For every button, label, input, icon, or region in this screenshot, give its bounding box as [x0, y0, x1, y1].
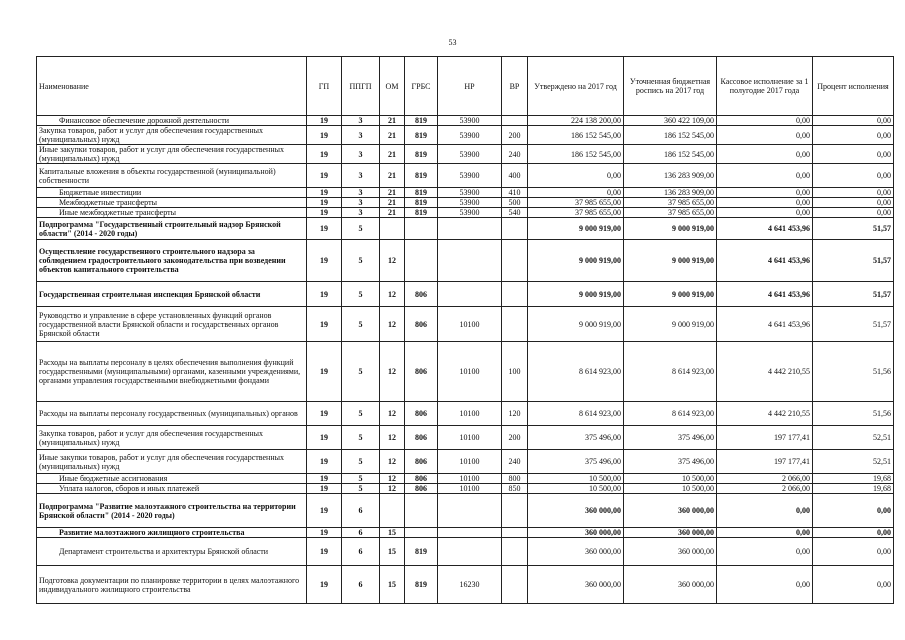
cell-nr: 10100 — [438, 450, 502, 474]
cell-percent: 0,00 — [813, 164, 894, 188]
table-row — [37, 208, 894, 218]
cell-name: Бюджетные инвестиции — [37, 188, 307, 198]
cell-percent: 19,68 — [813, 474, 894, 484]
cell-cash: 4 641 453,96 — [717, 218, 813, 240]
table-row — [37, 240, 894, 282]
cell-approved: 9 000 919,00 — [528, 218, 624, 240]
cell-ppgp: 3 — [342, 145, 380, 164]
cell-gp: 19 — [307, 126, 342, 145]
cell-ppgp: 3 — [342, 188, 380, 198]
cell-percent: 51,57 — [813, 307, 894, 342]
cell-gp: 19 — [307, 426, 342, 450]
column-header-cash: Кассовое исполнение за 1 полугодие 2017 года — [717, 57, 813, 116]
table-row — [37, 342, 894, 402]
cell-nr: 10100 — [438, 402, 502, 426]
cell-ppgp: 5 — [342, 450, 380, 474]
cell-percent: 19,68 — [813, 484, 894, 494]
cell-percent: 0,00 — [813, 494, 894, 528]
cell-nr — [438, 538, 502, 566]
table-row — [37, 494, 894, 528]
table-row — [37, 450, 894, 474]
cell-gp: 19 — [307, 402, 342, 426]
cell-gp: 19 — [307, 307, 342, 342]
cell-vr: 240 — [502, 145, 528, 164]
column-header-vr: ВР — [502, 57, 528, 116]
cell-ppgp: 3 — [342, 116, 380, 126]
cell-cash: 0,00 — [717, 164, 813, 188]
cell-om: 15 — [380, 566, 405, 604]
table-row — [37, 538, 894, 566]
cell-gp: 19 — [307, 474, 342, 484]
cell-ppgp: 6 — [342, 566, 380, 604]
cell-vr: 850 — [502, 484, 528, 494]
cell-refined: 9 000 919,00 — [624, 307, 717, 342]
cell-vr — [502, 282, 528, 307]
cell-om: 12 — [380, 307, 405, 342]
cell-refined: 360 000,00 — [624, 538, 717, 566]
cell-approved: 375 496,00 — [528, 450, 624, 474]
table-row — [37, 484, 894, 494]
cell-approved: 360 000,00 — [528, 528, 624, 538]
cell-refined: 375 496,00 — [624, 426, 717, 450]
cell-percent: 51,57 — [813, 218, 894, 240]
cell-nr — [438, 282, 502, 307]
cell-vr — [502, 528, 528, 538]
page-number: 53 — [448, 38, 457, 47]
cell-ppgp: 5 — [342, 474, 380, 484]
cell-approved: 8 614 923,00 — [528, 342, 624, 402]
cell-approved: 8 614 923,00 — [528, 402, 624, 426]
cell-gp: 19 — [307, 145, 342, 164]
cell-percent: 0,00 — [813, 538, 894, 566]
cell-approved: 9 000 919,00 — [528, 307, 624, 342]
cell-cash: 0,00 — [717, 126, 813, 145]
cell-vr: 240 — [502, 450, 528, 474]
cell-om: 12 — [380, 484, 405, 494]
cell-om: 15 — [380, 528, 405, 538]
cell-name: Закупка товаров, работ и услуг для обеспечения государственных (муниципальных) нужд — [37, 126, 307, 145]
cell-ppgp: 3 — [342, 164, 380, 188]
cell-cash: 0,00 — [717, 198, 813, 208]
cell-grbs: 806 — [405, 426, 438, 450]
cell-approved: 10 500,00 — [528, 484, 624, 494]
cell-percent: 51,56 — [813, 402, 894, 426]
cell-cash: 0,00 — [717, 566, 813, 604]
cell-name: Финансовое обеспечение дорожной деятельности — [37, 116, 307, 126]
cell-grbs: 819 — [405, 116, 438, 126]
cell-gp: 19 — [307, 538, 342, 566]
cell-approved: 0,00 — [528, 164, 624, 188]
cell-om: 12 — [380, 402, 405, 426]
cell-cash: 0,00 — [717, 188, 813, 198]
cell-nr: 53900 — [438, 208, 502, 218]
cell-gp: 19 — [307, 208, 342, 218]
cell-refined: 9 000 919,00 — [624, 218, 717, 240]
cell-refined: 186 152 545,00 — [624, 145, 717, 164]
column-header-name: Наименование — [37, 57, 307, 116]
cell-ppgp: 5 — [342, 426, 380, 450]
cell-nr — [438, 528, 502, 538]
cell-cash: 4 641 453,96 — [717, 282, 813, 307]
cell-name: Руководство и управление в сфере установленных функций органов государственной власти Брянской области и государственных органов Брянской области — [37, 307, 307, 342]
cell-percent: 0,00 — [813, 528, 894, 538]
cell-gp: 19 — [307, 342, 342, 402]
cell-percent: 52,51 — [813, 450, 894, 474]
cell-gp: 19 — [307, 450, 342, 474]
cell-refined: 10 500,00 — [624, 474, 717, 484]
cell-percent: 0,00 — [813, 208, 894, 218]
cell-nr: 53900 — [438, 188, 502, 198]
table-body — [37, 116, 894, 604]
cell-name: Уплата налогов, сборов и иных платежей — [37, 484, 307, 494]
cell-percent: 0,00 — [813, 188, 894, 198]
cell-name: Осуществление государственного строительного надзора за соблюдением градостроительного законодательства при возведении объектов капитального строительства — [37, 240, 307, 282]
table-row — [37, 188, 894, 198]
cell-percent: 51,57 — [813, 240, 894, 282]
cell-ppgp: 6 — [342, 494, 380, 528]
cell-grbs — [405, 218, 438, 240]
cell-om: 12 — [380, 240, 405, 282]
cell-percent: 51,57 — [813, 282, 894, 307]
cell-nr — [438, 218, 502, 240]
cell-gp: 19 — [307, 198, 342, 208]
cell-ppgp: 6 — [342, 538, 380, 566]
cell-nr: 53900 — [438, 126, 502, 145]
cell-refined: 360 000,00 — [624, 566, 717, 604]
cell-refined: 37 985 655,00 — [624, 198, 717, 208]
cell-grbs: 806 — [405, 450, 438, 474]
cell-cash: 4 641 453,96 — [717, 307, 813, 342]
cell-om: 12 — [380, 450, 405, 474]
cell-ppgp: 5 — [342, 402, 380, 426]
cell-percent: 52,51 — [813, 426, 894, 450]
table-row — [37, 402, 894, 426]
cell-vr — [502, 538, 528, 566]
table-row — [37, 528, 894, 538]
column-header-refined: Уточненная бюджетная роспись на 2017 год — [624, 57, 717, 116]
cell-cash: 197 177,41 — [717, 426, 813, 450]
table-row — [37, 282, 894, 307]
table-row — [37, 566, 894, 604]
cell-vr: 200 — [502, 126, 528, 145]
cell-name: Подпрограмма "Государственный строительный надзор Брянской области" (2014 - 2020 годы) — [37, 218, 307, 240]
cell-grbs: 806 — [405, 402, 438, 426]
column-header-gp: ГП — [307, 57, 342, 116]
cell-name: Иные межбюджетные трансферты — [37, 208, 307, 218]
cell-ppgp: 3 — [342, 198, 380, 208]
cell-cash: 0,00 — [717, 208, 813, 218]
cell-ppgp: 5 — [342, 342, 380, 402]
cell-refined: 9 000 919,00 — [624, 240, 717, 282]
table-row — [37, 426, 894, 450]
table-row — [37, 126, 894, 145]
cell-refined: 9 000 919,00 — [624, 282, 717, 307]
cell-grbs — [405, 528, 438, 538]
cell-vr — [502, 566, 528, 604]
cell-name: Департамент строительства и архитектуры Брянской области — [37, 538, 307, 566]
cell-name: Подпрограмма "Развитие малоэтажного строительства на территории Брянской области" (2014 - 2020 годы) — [37, 494, 307, 528]
cell-refined: 360 000,00 — [624, 528, 717, 538]
cell-om: 12 — [380, 474, 405, 484]
cell-cash: 0,00 — [717, 145, 813, 164]
cell-percent: 0,00 — [813, 566, 894, 604]
column-header-grbs: ГРБС — [405, 57, 438, 116]
cell-refined: 136 283 909,00 — [624, 164, 717, 188]
cell-cash: 0,00 — [717, 116, 813, 126]
cell-name: Закупка товаров, работ и услуг для обеспечения государственных (муниципальных) нужд — [37, 426, 307, 450]
cell-percent: 0,00 — [813, 126, 894, 145]
cell-vr — [502, 240, 528, 282]
table-row — [37, 474, 894, 484]
cell-name: Иные бюджетные ассигнования — [37, 474, 307, 484]
cell-vr — [502, 218, 528, 240]
cell-gp: 19 — [307, 218, 342, 240]
cell-om: 21 — [380, 164, 405, 188]
cell-grbs: 806 — [405, 484, 438, 494]
cell-cash: 4 442 210,55 — [717, 342, 813, 402]
cell-cash: 0,00 — [717, 538, 813, 566]
cell-nr: 53900 — [438, 198, 502, 208]
cell-grbs: 806 — [405, 307, 438, 342]
cell-cash: 4 641 453,96 — [717, 240, 813, 282]
cell-approved: 360 000,00 — [528, 494, 624, 528]
cell-approved: 0,00 — [528, 188, 624, 198]
cell-name: Иные закупки товаров, работ и услуг для обеспечения государственных (муниципальных) нужд — [37, 450, 307, 474]
cell-ppgp: 5 — [342, 307, 380, 342]
cell-refined: 10 500,00 — [624, 484, 717, 494]
table-row — [37, 164, 894, 188]
cell-percent: 0,00 — [813, 145, 894, 164]
cell-om — [380, 218, 405, 240]
cell-gp: 19 — [307, 164, 342, 188]
cell-nr: 16230 — [438, 566, 502, 604]
cell-cash: 4 442 210,55 — [717, 402, 813, 426]
cell-vr — [502, 116, 528, 126]
cell-cash: 0,00 — [717, 494, 813, 528]
table-row — [37, 198, 894, 208]
cell-om: 12 — [380, 342, 405, 402]
cell-gp: 19 — [307, 116, 342, 126]
cell-grbs — [405, 494, 438, 528]
cell-nr: 53900 — [438, 164, 502, 188]
cell-cash: 2 066,00 — [717, 484, 813, 494]
cell-ppgp: 5 — [342, 218, 380, 240]
cell-refined: 360 000,00 — [624, 494, 717, 528]
cell-cash: 0,00 — [717, 528, 813, 538]
cell-ppgp: 5 — [342, 282, 380, 307]
table-row — [37, 307, 894, 342]
cell-vr: 500 — [502, 198, 528, 208]
cell-refined: 8 614 923,00 — [624, 342, 717, 402]
cell-refined: 375 496,00 — [624, 450, 717, 474]
cell-refined: 8 614 923,00 — [624, 402, 717, 426]
cell-ppgp: 6 — [342, 528, 380, 538]
cell-cash: 2 066,00 — [717, 474, 813, 484]
cell-nr: 10100 — [438, 426, 502, 450]
cell-ppgp: 5 — [342, 484, 380, 494]
cell-approved: 375 496,00 — [528, 426, 624, 450]
cell-om: 21 — [380, 208, 405, 218]
cell-approved: 360 000,00 — [528, 538, 624, 566]
table-header-row — [37, 57, 894, 116]
cell-name: Капитальные вложения в объекты государственной (муниципальной) собственности — [37, 164, 307, 188]
cell-gp: 19 — [307, 240, 342, 282]
cell-om: 21 — [380, 188, 405, 198]
cell-approved: 10 500,00 — [528, 474, 624, 484]
column-header-nr: НР — [438, 57, 502, 116]
cell-nr — [438, 240, 502, 282]
cell-grbs: 806 — [405, 342, 438, 402]
cell-name: Подготовка документации по планировке территории в целях малоэтажного индивидуального жилищного строительства — [37, 566, 307, 604]
cell-approved: 360 000,00 — [528, 566, 624, 604]
cell-approved: 37 985 655,00 — [528, 208, 624, 218]
cell-nr: 53900 — [438, 116, 502, 126]
cell-om: 21 — [380, 116, 405, 126]
cell-name: Государственная строительная инспекция Брянской области — [37, 282, 307, 307]
cell-percent: 0,00 — [813, 198, 894, 208]
cell-vr: 410 — [502, 188, 528, 198]
cell-grbs: 819 — [405, 164, 438, 188]
cell-grbs — [405, 240, 438, 282]
cell-vr: 400 — [502, 164, 528, 188]
cell-refined: 37 985 655,00 — [624, 208, 717, 218]
cell-om: 15 — [380, 538, 405, 566]
table-row — [37, 145, 894, 164]
column-header-om: ОМ — [380, 57, 405, 116]
cell-om: 12 — [380, 426, 405, 450]
cell-vr: 540 — [502, 208, 528, 218]
cell-grbs: 806 — [405, 474, 438, 484]
cell-cash: 197 177,41 — [717, 450, 813, 474]
cell-om: 21 — [380, 145, 405, 164]
cell-vr — [502, 307, 528, 342]
cell-gp: 19 — [307, 282, 342, 307]
cell-nr — [438, 494, 502, 528]
cell-om: 21 — [380, 198, 405, 208]
table-row — [37, 116, 894, 126]
cell-percent: 0,00 — [813, 116, 894, 126]
cell-approved: 9 000 919,00 — [528, 282, 624, 307]
cell-approved: 186 152 545,00 — [528, 126, 624, 145]
cell-grbs: 819 — [405, 188, 438, 198]
cell-gp: 19 — [307, 528, 342, 538]
cell-name: Развитие малоэтажного жилищного строительства — [37, 528, 307, 538]
cell-nr: 10100 — [438, 307, 502, 342]
column-header-ppgp: ППГП — [342, 57, 380, 116]
cell-gp: 19 — [307, 566, 342, 604]
cell-name: Расходы на выплаты персоналу в целях обеспечения выполнения функций государственными (муниципальными) органами, казенными учреждениями, органами управления государственными внебюджетными фондами — [37, 342, 307, 402]
cell-percent: 51,56 — [813, 342, 894, 402]
column-header-approved: Утверждено на 2017 год — [528, 57, 624, 116]
cell-refined: 186 152 545,00 — [624, 126, 717, 145]
cell-refined: 136 283 909,00 — [624, 188, 717, 198]
cell-approved: 9 000 919,00 — [528, 240, 624, 282]
cell-approved: 186 152 545,00 — [528, 145, 624, 164]
cell-grbs: 806 — [405, 282, 438, 307]
cell-vr — [502, 494, 528, 528]
cell-vr: 200 — [502, 426, 528, 450]
cell-grbs: 819 — [405, 126, 438, 145]
cell-gp: 19 — [307, 188, 342, 198]
cell-nr: 10100 — [438, 474, 502, 484]
column-header-percent: Процент исполнения — [813, 57, 894, 116]
cell-grbs: 819 — [405, 198, 438, 208]
cell-om — [380, 494, 405, 528]
budget-execution-table — [36, 56, 894, 604]
cell-approved: 224 138 200,00 — [528, 116, 624, 126]
cell-vr: 800 — [502, 474, 528, 484]
cell-ppgp: 3 — [342, 208, 380, 218]
cell-nr: 10100 — [438, 484, 502, 494]
cell-name: Межбюджетные трансферты — [37, 198, 307, 208]
cell-refined: 360 422 109,00 — [624, 116, 717, 126]
cell-grbs: 819 — [405, 538, 438, 566]
cell-nr: 53900 — [438, 145, 502, 164]
cell-gp: 19 — [307, 484, 342, 494]
cell-nr: 10100 — [438, 342, 502, 402]
cell-ppgp: 3 — [342, 126, 380, 145]
cell-name: Иные закупки товаров, работ и услуг для обеспечения государственных (муниципальных) нужд — [37, 145, 307, 164]
cell-vr: 100 — [502, 342, 528, 402]
cell-approved: 37 985 655,00 — [528, 198, 624, 208]
cell-om: 12 — [380, 282, 405, 307]
cell-vr: 120 — [502, 402, 528, 426]
cell-om: 21 — [380, 126, 405, 145]
cell-ppgp: 5 — [342, 240, 380, 282]
cell-gp: 19 — [307, 494, 342, 528]
table-row — [37, 218, 894, 240]
cell-grbs: 819 — [405, 566, 438, 604]
cell-grbs: 819 — [405, 208, 438, 218]
cell-grbs: 819 — [405, 145, 438, 164]
cell-name: Расходы на выплаты персоналу государственных (муниципальных) органов — [37, 402, 307, 426]
